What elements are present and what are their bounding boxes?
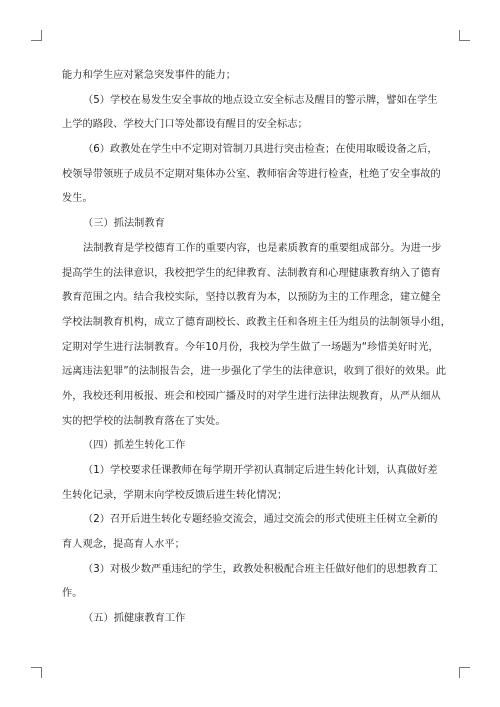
text-line: 外，我校还利用板报、班会和校园广播及时的对学生进行法律法规教育，从严从细从 — [62, 390, 441, 402]
text-line: 法制教育是学校德育工作的重要内容，也是素质教育的重要组成部分。为进一步 — [83, 242, 442, 254]
text-line: 提高学生的法律意识，我校把学生的纪律教育、法制教育和心理健康教育纳入了德育 — [62, 267, 441, 279]
text-line: 作。 — [62, 588, 83, 600]
text-line: 生转化记录，学期末向学校反馈后进生转化情况； — [62, 489, 288, 501]
text-line: 发生。 — [62, 193, 93, 205]
text-line: 实的把学校的法制教育落在了实处。 — [62, 415, 226, 427]
text-line: （2）召开后进生转化专题经验交流会，通过交流会的形式使班主任树立全新的 — [83, 514, 438, 526]
document-page-body — [62, 64, 450, 632]
crop-mark-top-left — [31, 30, 42, 41]
text-line: 能力和学生应对紧急突发事件的能力； — [62, 70, 237, 81]
section-heading: （三）抓法制教育 — [83, 218, 165, 230]
section-heading: （五）抓健康教育工作 — [83, 613, 186, 625]
text-line: （5）学校在易发生安全事故的地点设立安全标志及醒目的警示牌，譬如在学生 — [83, 94, 438, 106]
text-line: 教育范围之内。结合我校实际，坚持以教育为本，以预防为主的工作理念，建立健全 — [62, 292, 441, 304]
text-line: （6）政教处在学生中不定期对管制刀具进行突击检查；在使用取暖设备之后， — [83, 144, 438, 156]
text-line: （1）学校要求任课教师在每学期开学初认真制定后进生转化计划，认真做好差 — [83, 465, 438, 476]
crop-mark-top-right — [459, 30, 470, 41]
crop-mark-bottom-left — [31, 667, 42, 678]
text-line: 学校法制教育机构，成立了德育副校长、政教主任和各班主任为组员的法制领导小组， — [62, 316, 452, 328]
text-line: 定期对学生进行法制教育。今年10月份，我校为学生做了一场题为“珍惜美好时光， — [62, 341, 439, 353]
text-line: 上学的路段、学校大门口等处都设有醒目的安全标志； — [62, 119, 308, 131]
section-heading: （四）抓差生转化工作 — [83, 440, 186, 452]
text-line: （3）对极少数严重违纪的学生，政教处积极配合班主任做好他们的思想教育工 — [83, 563, 438, 575]
text-line: 校领导带领班子成员不定期对集体办公室、教师宿舍等进行检查，杜绝了安全事故的 — [62, 168, 441, 180]
text-line: 育人观念，提高育人水平； — [62, 539, 185, 551]
text-line: 远离违法犯罪”的法制报告会，进一步强化了学生的法律意识，收到了很好的效果。此 — [62, 366, 447, 378]
crop-mark-bottom-right — [459, 667, 470, 678]
